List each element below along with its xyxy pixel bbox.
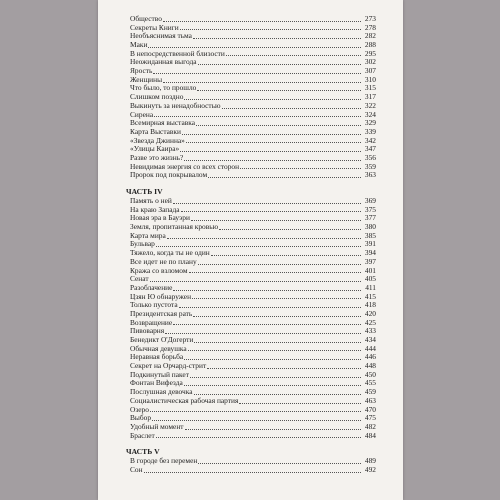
dot-leader	[156, 246, 361, 247]
toc-entry-title: «Звезда Джиннa»	[130, 135, 185, 145]
toc-entry-title: Выкинуть за ненадобностью	[130, 100, 221, 110]
toc-entry-page: 380	[364, 222, 376, 232]
toc-entry-title: Сирена	[130, 109, 154, 119]
dot-leader	[189, 272, 361, 273]
toc-entry-page: 324	[364, 109, 376, 119]
dot-leader	[152, 420, 361, 421]
toc-entry-page: 342	[364, 135, 376, 145]
dot-leader	[192, 298, 361, 299]
toc-entry-title: Маки	[130, 40, 148, 50]
toc-entry-page: 433	[364, 326, 376, 336]
toc-entry	[130, 58, 376, 67]
dot-leader	[144, 472, 361, 473]
dot-leader	[190, 377, 361, 378]
toc-entry-title: Удобный момент	[130, 421, 184, 431]
toc-entry-page: 273	[364, 13, 376, 23]
dot-leader	[194, 342, 361, 343]
dot-leader	[188, 350, 361, 351]
toc-entry-page: 307	[364, 66, 376, 76]
toc-entry-title: В непосредственной близости	[130, 48, 225, 58]
toc-entry-page: 397	[364, 256, 376, 266]
toc-entry-page: 302	[364, 57, 376, 67]
toc-entry	[130, 406, 376, 415]
toc-entry	[130, 232, 376, 241]
toc-entry-title: Сенат	[130, 274, 149, 284]
toc-entry-page: 377	[364, 213, 376, 223]
toc-entry-title: Секреты Книги	[130, 22, 179, 32]
toc-entry	[130, 223, 376, 232]
toc-entry-page: 322	[364, 100, 376, 110]
toc-entry-page: 329	[364, 118, 376, 128]
toc-entry-title: Что было, то прошло	[130, 83, 197, 93]
toc-entry-page: 369	[364, 196, 376, 206]
toc-entry	[130, 267, 376, 276]
toc-entry-title: Только пустота	[130, 300, 178, 310]
toc-entry-page: 310	[364, 74, 376, 84]
dot-leader	[185, 429, 361, 430]
toc-entry-title: Разоблачение	[130, 282, 173, 292]
toc-entry	[130, 102, 376, 111]
dot-leader	[173, 203, 361, 204]
toc-entry-title: Общество	[130, 13, 162, 23]
toc-entry	[130, 319, 376, 328]
toc-group-part4	[130, 197, 376, 440]
toc-entry-title: Все идет не по плану	[130, 256, 197, 266]
toc-entry-page: 375	[364, 204, 376, 214]
toc-entry-title: Подкинутый пакет	[130, 369, 189, 379]
toc-entry-title: В городе без перемен	[130, 456, 198, 466]
toc-entry-title: Озеро	[130, 404, 149, 414]
dot-leader	[198, 264, 361, 265]
toc-entry-title: Браслет	[130, 430, 155, 440]
toc-entry-title: Слишком поздно	[130, 92, 184, 102]
toc-entry-title: Новая эра в Бауэри	[130, 213, 190, 223]
toc-entry-title: Невидимая энергия со всех сторон	[130, 161, 240, 171]
dot-leader	[193, 316, 361, 317]
dot-leader	[198, 64, 362, 65]
toc-entry-page: 463	[364, 395, 376, 405]
toc-entry	[130, 67, 376, 76]
toc-entry-title: Неожиданная выгода	[130, 57, 197, 67]
toc-entry-title: Возвращение	[130, 317, 173, 327]
toc-entry-title: Ярость	[130, 66, 153, 76]
toc-entry-title: Земля, пропитанная кровью	[130, 222, 219, 232]
toc-entry-title: Неравная борьба	[130, 352, 184, 362]
dot-leader	[196, 125, 361, 126]
dot-leader	[240, 168, 361, 169]
toc-entry-title: Разве это жизнь?	[130, 152, 184, 162]
dot-leader	[184, 385, 361, 386]
toc-entry-page: 484	[364, 430, 376, 440]
toc-entry-page: 385	[364, 230, 376, 240]
toc-entry-page: 470	[364, 404, 376, 414]
dot-leader	[193, 38, 361, 39]
dot-leader	[165, 333, 361, 334]
toc-entry-title: Всемирная выставка	[130, 118, 195, 128]
dot-leader	[150, 281, 361, 282]
dot-leader	[219, 229, 361, 230]
toc-entry-title: Бульвар	[130, 239, 155, 249]
toc-entry-title: Бенедикт О'Догерти	[130, 335, 194, 345]
toc-entry-title: Секрет на Орчард-стрит	[130, 361, 207, 371]
dot-leader	[181, 211, 361, 212]
dot-leader	[197, 90, 361, 91]
toc-entry-page: 295	[364, 48, 376, 58]
toc-entry-page: 359	[364, 161, 376, 171]
toc-entry-page: 278	[364, 22, 376, 32]
toc-entry-page: 315	[364, 83, 376, 93]
toc-entry-title: Тяжело, когда ты не один	[130, 248, 210, 258]
toc-entry-title: Обычная девушка	[130, 343, 187, 353]
toc-entry-title: «Улицы Каира»	[130, 144, 180, 154]
toc-entry-page: 394	[364, 248, 376, 258]
dot-leader	[184, 160, 361, 161]
dot-leader	[208, 177, 361, 178]
dot-leader	[211, 255, 361, 256]
toc-entry-title: Послушная девочка	[130, 387, 193, 397]
dot-leader	[222, 108, 361, 109]
toc-entry-page: 411	[365, 282, 376, 292]
toc-entry-page: 489	[364, 456, 376, 466]
toc-entry-page: 282	[364, 31, 376, 41]
toc-entry-page: 405	[364, 274, 376, 284]
toc-entry	[130, 32, 376, 41]
toc-entry-page: 446	[364, 352, 376, 362]
toc-entry-title: На краю Запада	[130, 204, 180, 214]
dot-leader	[173, 290, 361, 291]
toc-entry-title: Социалистическая рабочая партия	[130, 395, 239, 405]
toc-entry-title: Память о ней	[130, 196, 172, 206]
toc-entry-title: Карта Выставки	[130, 126, 181, 136]
toc-entry-page: 444	[364, 343, 376, 353]
dot-leader	[194, 394, 361, 395]
toc-entry-page: 434	[364, 335, 376, 345]
toc-entry-page: 425	[364, 317, 376, 327]
toc-entry	[130, 397, 376, 406]
toc-entry	[130, 171, 376, 180]
book-page	[98, 0, 403, 500]
toc-entry-page: 401	[364, 265, 376, 275]
toc-entry-page: 347	[364, 144, 376, 154]
toc-entry	[130, 432, 376, 441]
dot-leader	[184, 359, 361, 360]
toc-entry-title: Фонтан Вифезда	[130, 378, 183, 388]
dot-leader	[180, 29, 361, 30]
dot-leader	[163, 21, 361, 22]
toc-entry-page: 415	[364, 291, 376, 301]
dot-leader	[148, 47, 361, 48]
dot-leader	[180, 151, 361, 152]
toc-entry-title: Кража со взломом	[130, 265, 188, 275]
toc-entry-page: 317	[364, 92, 376, 102]
dot-leader	[153, 73, 361, 74]
toc-entry-page: 356	[364, 152, 376, 162]
toc-group-part3-end	[130, 15, 376, 180]
toc-entry-page: 339	[364, 126, 376, 136]
dot-leader	[198, 463, 361, 464]
dot-leader	[163, 82, 361, 83]
toc-entry-title: Пророк под покрывалом	[130, 170, 208, 180]
dot-leader	[179, 307, 361, 308]
toc-entry-title: Выбор	[130, 413, 152, 423]
toc-entry	[130, 466, 376, 475]
toc-entry-title: Сон	[130, 464, 143, 474]
table-of-contents	[126, 13, 376, 475]
dot-leader	[239, 403, 361, 404]
dot-leader	[186, 142, 361, 143]
dot-leader	[191, 220, 361, 221]
toc-entry-page: 420	[364, 308, 376, 318]
dot-leader	[226, 55, 361, 56]
toc-entry-page: 482	[364, 421, 376, 431]
toc-entry-page: 448	[364, 361, 376, 371]
toc-entry-page: 455	[364, 378, 376, 388]
dot-leader	[182, 134, 361, 135]
toc-entry-page: 363	[364, 170, 376, 180]
toc-entry-title: Президентская рать	[130, 308, 193, 318]
dot-leader	[167, 238, 361, 239]
toc-entry-page: 391	[364, 239, 376, 249]
toc-entry-page: 459	[364, 387, 376, 397]
toc-entry-title: Женщины	[130, 74, 163, 84]
toc-entry-title: Пивоварня	[130, 326, 165, 336]
toc-entry	[130, 423, 376, 432]
toc-entry	[130, 457, 376, 466]
toc-entry-title: Карта мира	[130, 230, 166, 240]
dot-leader	[184, 99, 361, 100]
toc-group-part5	[130, 457, 376, 474]
dot-leader	[154, 116, 361, 117]
part-heading-5: ЧАСТЬ V	[126, 447, 160, 457]
toc-entry-page: 450	[364, 369, 376, 379]
dot-leader	[156, 437, 361, 438]
toc-entry-title: Цзян Ю обнаружен	[130, 291, 192, 301]
toc-entry-page: 418	[364, 300, 376, 310]
dot-leader	[173, 324, 361, 325]
toc-entry-title: Необъяснимая тьма	[130, 31, 192, 41]
part-heading-4: ЧАСТЬ IV	[126, 187, 163, 197]
toc-entry-page: 475	[364, 413, 376, 423]
dot-leader	[207, 368, 361, 369]
dot-leader	[150, 411, 361, 412]
toc-entry-page: 492	[364, 464, 376, 474]
toc-entry-page: 288	[364, 40, 376, 50]
